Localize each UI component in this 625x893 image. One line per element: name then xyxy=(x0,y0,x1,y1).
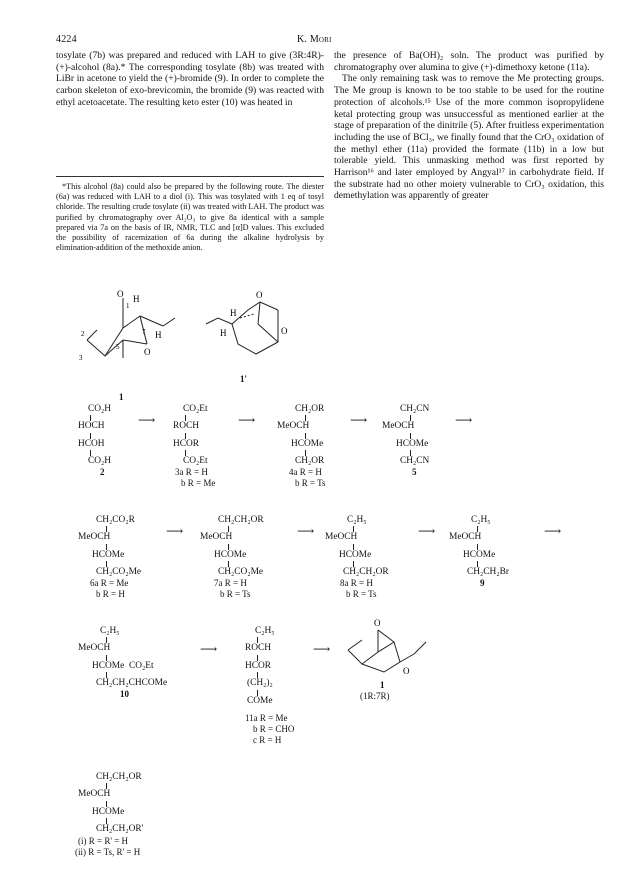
s2-line-2: HOCH xyxy=(78,421,105,431)
s1p-atom-h-top: H xyxy=(230,308,237,318)
structure-3-label-b: b R = Me xyxy=(181,478,216,488)
s1p-atom-o-top: O xyxy=(256,290,263,300)
structure-1b-stereo: (1R:7R) xyxy=(360,691,390,701)
s10-line-1: C₂H₅ xyxy=(100,625,120,636)
s3-line-1: CO₂Et xyxy=(183,403,208,414)
s7-line-3: HCOMe xyxy=(214,549,247,560)
structure-11 xyxy=(245,614,275,707)
s2-line-3: HCOH xyxy=(78,438,105,449)
structure-9-label: 9 xyxy=(480,578,485,588)
s5-line-1: CH₂CN xyxy=(400,403,430,414)
s5-line-3: HCOMe xyxy=(396,438,429,449)
structure-1prime-drawing xyxy=(196,286,306,371)
structure-1b-label: 1 xyxy=(380,680,385,690)
s9-line-2: MeOCH xyxy=(449,532,482,542)
s10-line-4: CH₂CH₂CHCOMe xyxy=(96,678,168,688)
structure-6 xyxy=(78,503,141,579)
structure-1prime-label: 1' xyxy=(240,374,248,384)
s4-line-1: CH₂OR xyxy=(295,403,325,414)
structure-6-label-a: 6a R = Me xyxy=(90,578,129,588)
s4-line-4: CH₂OR xyxy=(295,456,325,466)
s1-atom-o-ring: O xyxy=(144,347,151,357)
footnote-rule xyxy=(56,176,324,177)
s11-line-5: COMe xyxy=(247,695,273,706)
s6-line-1: CH₂CO₂R xyxy=(96,514,135,525)
structure-7-label-a: 7a R = H xyxy=(214,578,247,588)
structure-4-label-a: 4a R = H xyxy=(289,467,322,477)
s1-locant-2: 2 xyxy=(81,330,85,338)
structure-7 xyxy=(200,503,264,579)
s5-line-2: MeOCH xyxy=(382,421,415,431)
structure-11-label-a: 11a R = Me xyxy=(245,713,288,723)
s1p-atom-h-left: H xyxy=(220,328,227,338)
structure-i-ii xyxy=(78,760,143,836)
s1-locant-1: 1 xyxy=(126,302,130,310)
structure-3 xyxy=(173,392,208,468)
structure-3-label-a: 3a R = H xyxy=(175,467,208,477)
structure-7-label-b: b R = Ts xyxy=(220,589,251,599)
s7-line-1: CH₂CH₂OR xyxy=(218,514,264,525)
structure-5-label: 5 xyxy=(412,467,417,477)
structure-10 xyxy=(78,614,167,690)
structure-i-label: (i) R = R' = H xyxy=(78,836,129,846)
structure-1b-drawing xyxy=(340,614,440,684)
s10-line-2: MeOCH xyxy=(78,643,111,653)
s8-line-1: C₂H₅ xyxy=(347,514,367,525)
s8-line-3: HCOMe xyxy=(339,549,372,560)
s6-line-4: CH₂CO₂Me xyxy=(96,567,142,577)
s1b-atom-o-ring: O xyxy=(403,666,410,676)
si-line-3: HCOMe xyxy=(92,806,125,817)
s9-line-4: CH₂CH₂Br xyxy=(467,567,509,577)
page-number: 4224 xyxy=(56,34,77,45)
s9-line-1: C₂H₅ xyxy=(471,514,491,525)
structure-4-label-b: b R = Ts xyxy=(295,478,326,488)
si-line-4: CH₂CH₂OR' xyxy=(96,824,144,834)
s6-line-3: HCOMe xyxy=(92,549,125,560)
s1-locant-3: 3 xyxy=(79,354,83,362)
reaction-arrow: ⟶ xyxy=(418,524,436,538)
s1p-atom-o-ring: O xyxy=(281,326,288,336)
s4-line-3: HCOMe xyxy=(291,438,324,449)
si-line-2: MeOCH xyxy=(78,789,111,799)
s1-atom-h-right: H xyxy=(155,330,162,340)
s3-line-4: CO₂Et xyxy=(183,456,208,466)
footnote xyxy=(56,182,324,253)
reaction-arrow: ⟶ xyxy=(455,413,473,427)
reaction-arrow: ⟶ xyxy=(200,642,218,656)
structure-11-label-c: c R = H xyxy=(253,735,282,745)
left-paragraph: tosylate (7b) was prepared and reduced with LAH to give (3R:4R)-(+)-alcohol (8a).* The corresponding tosylate (8b) was treated with LiBr in acetone to yield the (+)-bromide (9). In order to complete the carbon skeleton of exo-brevicomin, the bromide (9) was reacted with ethyl acetoacetate. The resulting keto ester (10) was heated in xyxy=(56,50,324,108)
si-line-1: CH₂CH₂OR xyxy=(96,771,142,782)
s3-line-3: HCOR xyxy=(173,438,200,449)
s9-line-3: HCOMe xyxy=(463,549,496,560)
structure-8-label-b: b R = Ts xyxy=(346,589,377,599)
structure-ii-label: (ii) R = Ts, R' = H xyxy=(75,847,141,857)
s4-line-2: MeOCH xyxy=(277,421,310,431)
structure-6-label-b: b R = H xyxy=(96,589,125,599)
s8-line-4: CH₂CH₂OR xyxy=(343,567,389,577)
left-column xyxy=(56,50,324,109)
right-column xyxy=(334,50,604,202)
s2-line-4: CO₂H xyxy=(88,456,112,466)
running-author: K. Mori xyxy=(297,34,332,45)
reaction-arrow: ⟶ xyxy=(350,413,368,427)
s1b-atom-o-top: O xyxy=(374,618,381,628)
s2-line-1: CO₂H xyxy=(88,403,112,414)
structure-8 xyxy=(325,503,389,579)
s8-line-2: MeOCH xyxy=(325,532,358,542)
reaction-arrow: ⟶ xyxy=(313,642,331,656)
s7-line-2: MeOCH xyxy=(200,532,233,542)
s6-line-2: MeOCH xyxy=(78,532,111,542)
reaction-arrow: ⟶ xyxy=(166,524,184,538)
footnote-text: *This alcohol (8a) could also be prepared by the following route. The diester (6a) was reduced with LAH to a diol (i). This was tosylated with 1 eq of tosyl chloride. The resulting crude tosylate (ii) was treated with LAH. The product was purified by chromatography over Al₂O₃ to give 8a identical with a sample prepared via 7a on the basis of IR, NMR, TLC and [α]D values. This excluded the possibility of racemization of 6a during the alkaline hydrolysis by elimination-addition of the methoxide anion. xyxy=(56,182,324,253)
s1-locant-7: 7 xyxy=(142,328,146,336)
s1-atom-h-top: H xyxy=(133,294,140,304)
right-paragraph-1: the presence of Ba(OH)₂ soln. The product was purified by chromatography over alumina to give (+)-dimethoxy ketone (11a). xyxy=(334,50,604,73)
structure-8-label-a: 8a R = H xyxy=(340,578,373,588)
s11-line-3: HCOR xyxy=(245,660,272,671)
structure-4 xyxy=(277,392,324,468)
s11-line-4: (CH₂)₂ xyxy=(247,678,273,688)
s1-atom-o-top: O xyxy=(117,289,124,299)
s1-locant-5: 5 xyxy=(116,343,120,351)
s11-line-2: ROCH xyxy=(245,643,272,653)
structure-1-drawing xyxy=(75,288,185,383)
structure-11-label-b: b R = CHO xyxy=(253,724,295,734)
structure-2-label: 2 xyxy=(100,467,105,477)
s11-line-1: C₂H₅ xyxy=(255,625,275,636)
structure-2 xyxy=(78,392,111,468)
s5-line-4: CH₂CN xyxy=(400,456,430,466)
s7-line-4: CH₂CO₂Me xyxy=(218,567,264,577)
s3-line-2: ROCH xyxy=(173,421,200,431)
right-paragraph-2: The only remaining task was to remove the Me protecting groups. The Me group is known to be too stable to be used for the routine protection of alcohols.¹⁵ Use of the more common isopropylidene ketal protecting group was unsuccessful as mentioned earlier at the stage of preparation of the dinitrile (5). After fruitless experimentation including the use of BCl₃, we finally found that the CrO₃ oxidation of the methyl ether (11a) provided the formate (11b) in a low but tolerable yield. This unmasking method was first reported by Harrison¹⁶ and later employed by Angyal¹⁷ in carbohydrate field. If the substrate had no other moiety vulnerable to CrO₃ oxidation, this demethylation was apparently of greater xyxy=(334,73,604,202)
structure-10-label: 10 xyxy=(120,689,129,699)
reaction-arrow: ⟶ xyxy=(544,524,562,538)
s10-line-3: HCOMe CO₂Et xyxy=(92,660,154,671)
structure-9 xyxy=(449,503,509,579)
structure-1-label: 1 xyxy=(119,392,124,402)
reaction-arrow: ⟶ xyxy=(238,413,256,427)
reaction-arrow: ⟶ xyxy=(297,524,315,538)
reaction-arrow: ⟶ xyxy=(138,413,156,427)
structure-5 xyxy=(382,392,429,468)
